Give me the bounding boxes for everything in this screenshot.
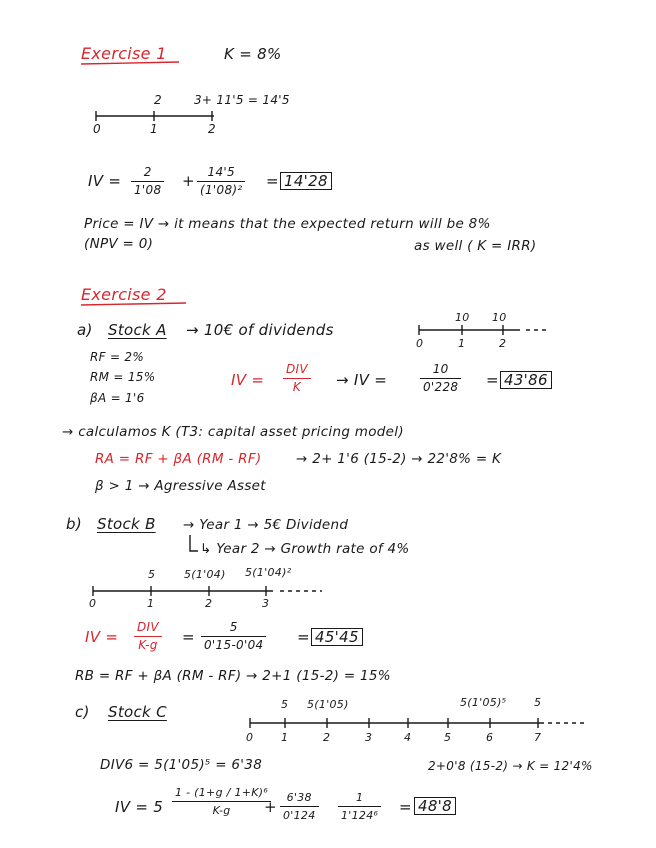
ex2c-k-calc: 2+0'8 (15-2) → K = 12'4% [428, 759, 593, 773]
ex1-frac2-num: 14'5 [197, 164, 245, 182]
ex2c-frac3-num: 1 [338, 789, 381, 807]
ex2a-iv-den: K [292, 380, 302, 394]
ex1-frac2 [197, 164, 245, 199]
ex2a-capm-intro: → calculamos K (T3: capital asset pricing model) [62, 424, 404, 440]
ex1-iv-label: IV = [88, 172, 122, 190]
ex2c-div6: DIV6 = 5(1'05)⁵ = 6'38 [100, 757, 263, 773]
ex1-frac2-den: (1'08)² [200, 183, 243, 197]
ex2a-desc: → 10€ of dividends [186, 321, 334, 339]
ex2a-arrow-iv: → IV = [336, 371, 388, 389]
ex2c-tl-t5: 5 [444, 731, 452, 744]
ex2b-result-box: 45'45 [311, 628, 363, 646]
ex2a-iv-frac [283, 361, 311, 396]
ex2c-tl-cf1: 5 [281, 698, 289, 711]
ex2b-label: b) [66, 515, 82, 533]
ex2a-equals: = [486, 371, 499, 389]
ex2b-iv-label: IV = [85, 628, 119, 646]
ex2c-tl-t7: 7 [534, 731, 542, 744]
ex2b-tl-t0: 0 [89, 597, 97, 610]
ex2b-tl-cf2: 5(1'04) [184, 568, 226, 581]
ex1-cf1: 2 [154, 93, 162, 107]
ex2b-year1: → Year 1 → 5€ Dividend [183, 517, 349, 533]
ex1-note-line1: Price = IV → it means that the expected return will be 8% [84, 216, 491, 232]
ex2c-stock: Stock C [108, 703, 167, 721]
ex2c-tl-t3: 3 [365, 731, 373, 744]
ex2a-tl-t2: 2 [499, 337, 507, 350]
ex2c-plus: + [264, 798, 277, 816]
ex1-t1: 1 [150, 122, 158, 136]
ex2b-tl-t2: 2 [205, 597, 213, 610]
ex1-frac1-num: 2 [131, 164, 164, 182]
ex2c-frac1 [172, 784, 271, 819]
ex2c-tl-cf6: 5(1'05)⁵ [460, 696, 507, 709]
ex2a-value-num: 10 [420, 361, 461, 379]
ex2c-tl-t0: 0 [246, 731, 254, 744]
ex2a-timeline [419, 325, 548, 335]
ex2b-tl-cf3: 5(1'04)² [245, 566, 292, 579]
ex2c-label: c) [75, 703, 90, 721]
ex2b-timeline [93, 586, 322, 596]
ex2a-tl-cf2: 10 [492, 311, 507, 324]
ex2a-label: a) [77, 321, 93, 339]
ex2c-tl-t6: 6 [486, 731, 494, 744]
ex2b-value-frac [201, 619, 266, 654]
ex2b-iv-den: K-g [138, 638, 158, 652]
ex2a-iv-label: IV = [231, 371, 265, 389]
ex2a-capm-formula: RA = RF + βA (RM - RF) [95, 451, 262, 467]
ex1-plus: + [182, 172, 195, 190]
ex2a-result-box: 43'86 [500, 371, 552, 389]
ex2a-tl-t0: 0 [416, 337, 424, 350]
ex2c-result-box: 48'8 [414, 797, 456, 815]
ex2c-equals: = [399, 798, 412, 816]
ex2c-frac1-den: K-g [212, 804, 231, 817]
ex2c-frac1-num: 1 - (1+g / 1+K)⁶ [172, 784, 271, 802]
ex1-cf2: 3+ 11'5 = 14'5 [194, 93, 290, 107]
ex1-frac1-den: 1'08 [134, 183, 162, 197]
ex2b-tl-t3: 3 [262, 597, 270, 610]
ex2b-year2: ↳ Year 2 → Growth rate of 4% [200, 541, 410, 557]
ex2c-iv-label: IV = 5 [115, 798, 164, 816]
ex2a-tl-cf1: 10 [455, 311, 470, 324]
ex2c-frac3 [338, 789, 381, 824]
ex2b-value-num: 5 [201, 619, 266, 637]
ex2b-iv-num: DIV [134, 619, 162, 637]
hook-arrow [190, 535, 198, 551]
ex2a-tl-t1: 1 [458, 337, 466, 350]
ex2a-iv-num: DIV [283, 361, 311, 379]
ex2c-timeline [250, 718, 585, 728]
ex1-note-irr: as well ( K = IRR) [414, 238, 537, 254]
ex2b-stock: Stock B [97, 515, 156, 533]
ex1-result-box: 14'28 [280, 172, 332, 190]
ex2a-capm-calc: → 2+ 1'6 (15-2) → 22'8% = K [296, 451, 502, 467]
ex2c-tl-cf7: 5 [534, 696, 542, 709]
ex2b-rb-line: RB = RF + βA (RM - RF) → 2+1 (15-2) = 15% [75, 668, 391, 684]
ex1-title: Exercise 1 [81, 44, 167, 63]
ex1-timeline [96, 111, 214, 121]
ex1-k-rate: K = 8% [224, 45, 282, 63]
ex1-equals: = [266, 172, 279, 190]
ex2c-tl-t4: 4 [404, 731, 412, 744]
ex2c-frac2 [280, 789, 319, 824]
ex2c-tl-t2: 2 [323, 731, 331, 744]
ex2c-frac3-den: 1'124⁶ [341, 809, 379, 822]
ex2c-tl-cf2: 5(1'05) [307, 698, 349, 711]
ex2a-stock: Stock A [108, 321, 167, 339]
ex2b-equals1: = [182, 628, 195, 646]
ex2b-iv-frac [134, 619, 162, 654]
ex2b-value-den: 0'15-0'04 [204, 638, 264, 652]
ex2b-equals2: = [297, 628, 310, 646]
ex2c-tl-t1: 1 [281, 731, 289, 744]
ex2-title: Exercise 2 [81, 285, 167, 304]
ex2a-beta: βA = 1'6 [90, 391, 145, 405]
ex1-t0: 0 [93, 122, 101, 136]
ex2b-tl-cf1: 5 [148, 568, 156, 581]
ex2c-frac2-num: 6'38 [280, 789, 319, 807]
ex2a-value-den: 0'228 [423, 380, 459, 394]
ex1-note-npv: (NPV = 0) [84, 236, 154, 252]
ex2a-value-frac [420, 361, 461, 396]
ex1-frac1 [131, 164, 164, 199]
ex2a-rf: RF = 2% [90, 350, 145, 364]
ex2a-rm: RM = 15% [90, 370, 156, 384]
ex2c-frac2-den: 0'124 [283, 809, 316, 822]
ex1-t2: 2 [208, 122, 216, 136]
ex2b-tl-t1: 1 [147, 597, 155, 610]
ex2a-aggressive: β > 1 → Agressive Asset [95, 478, 266, 494]
